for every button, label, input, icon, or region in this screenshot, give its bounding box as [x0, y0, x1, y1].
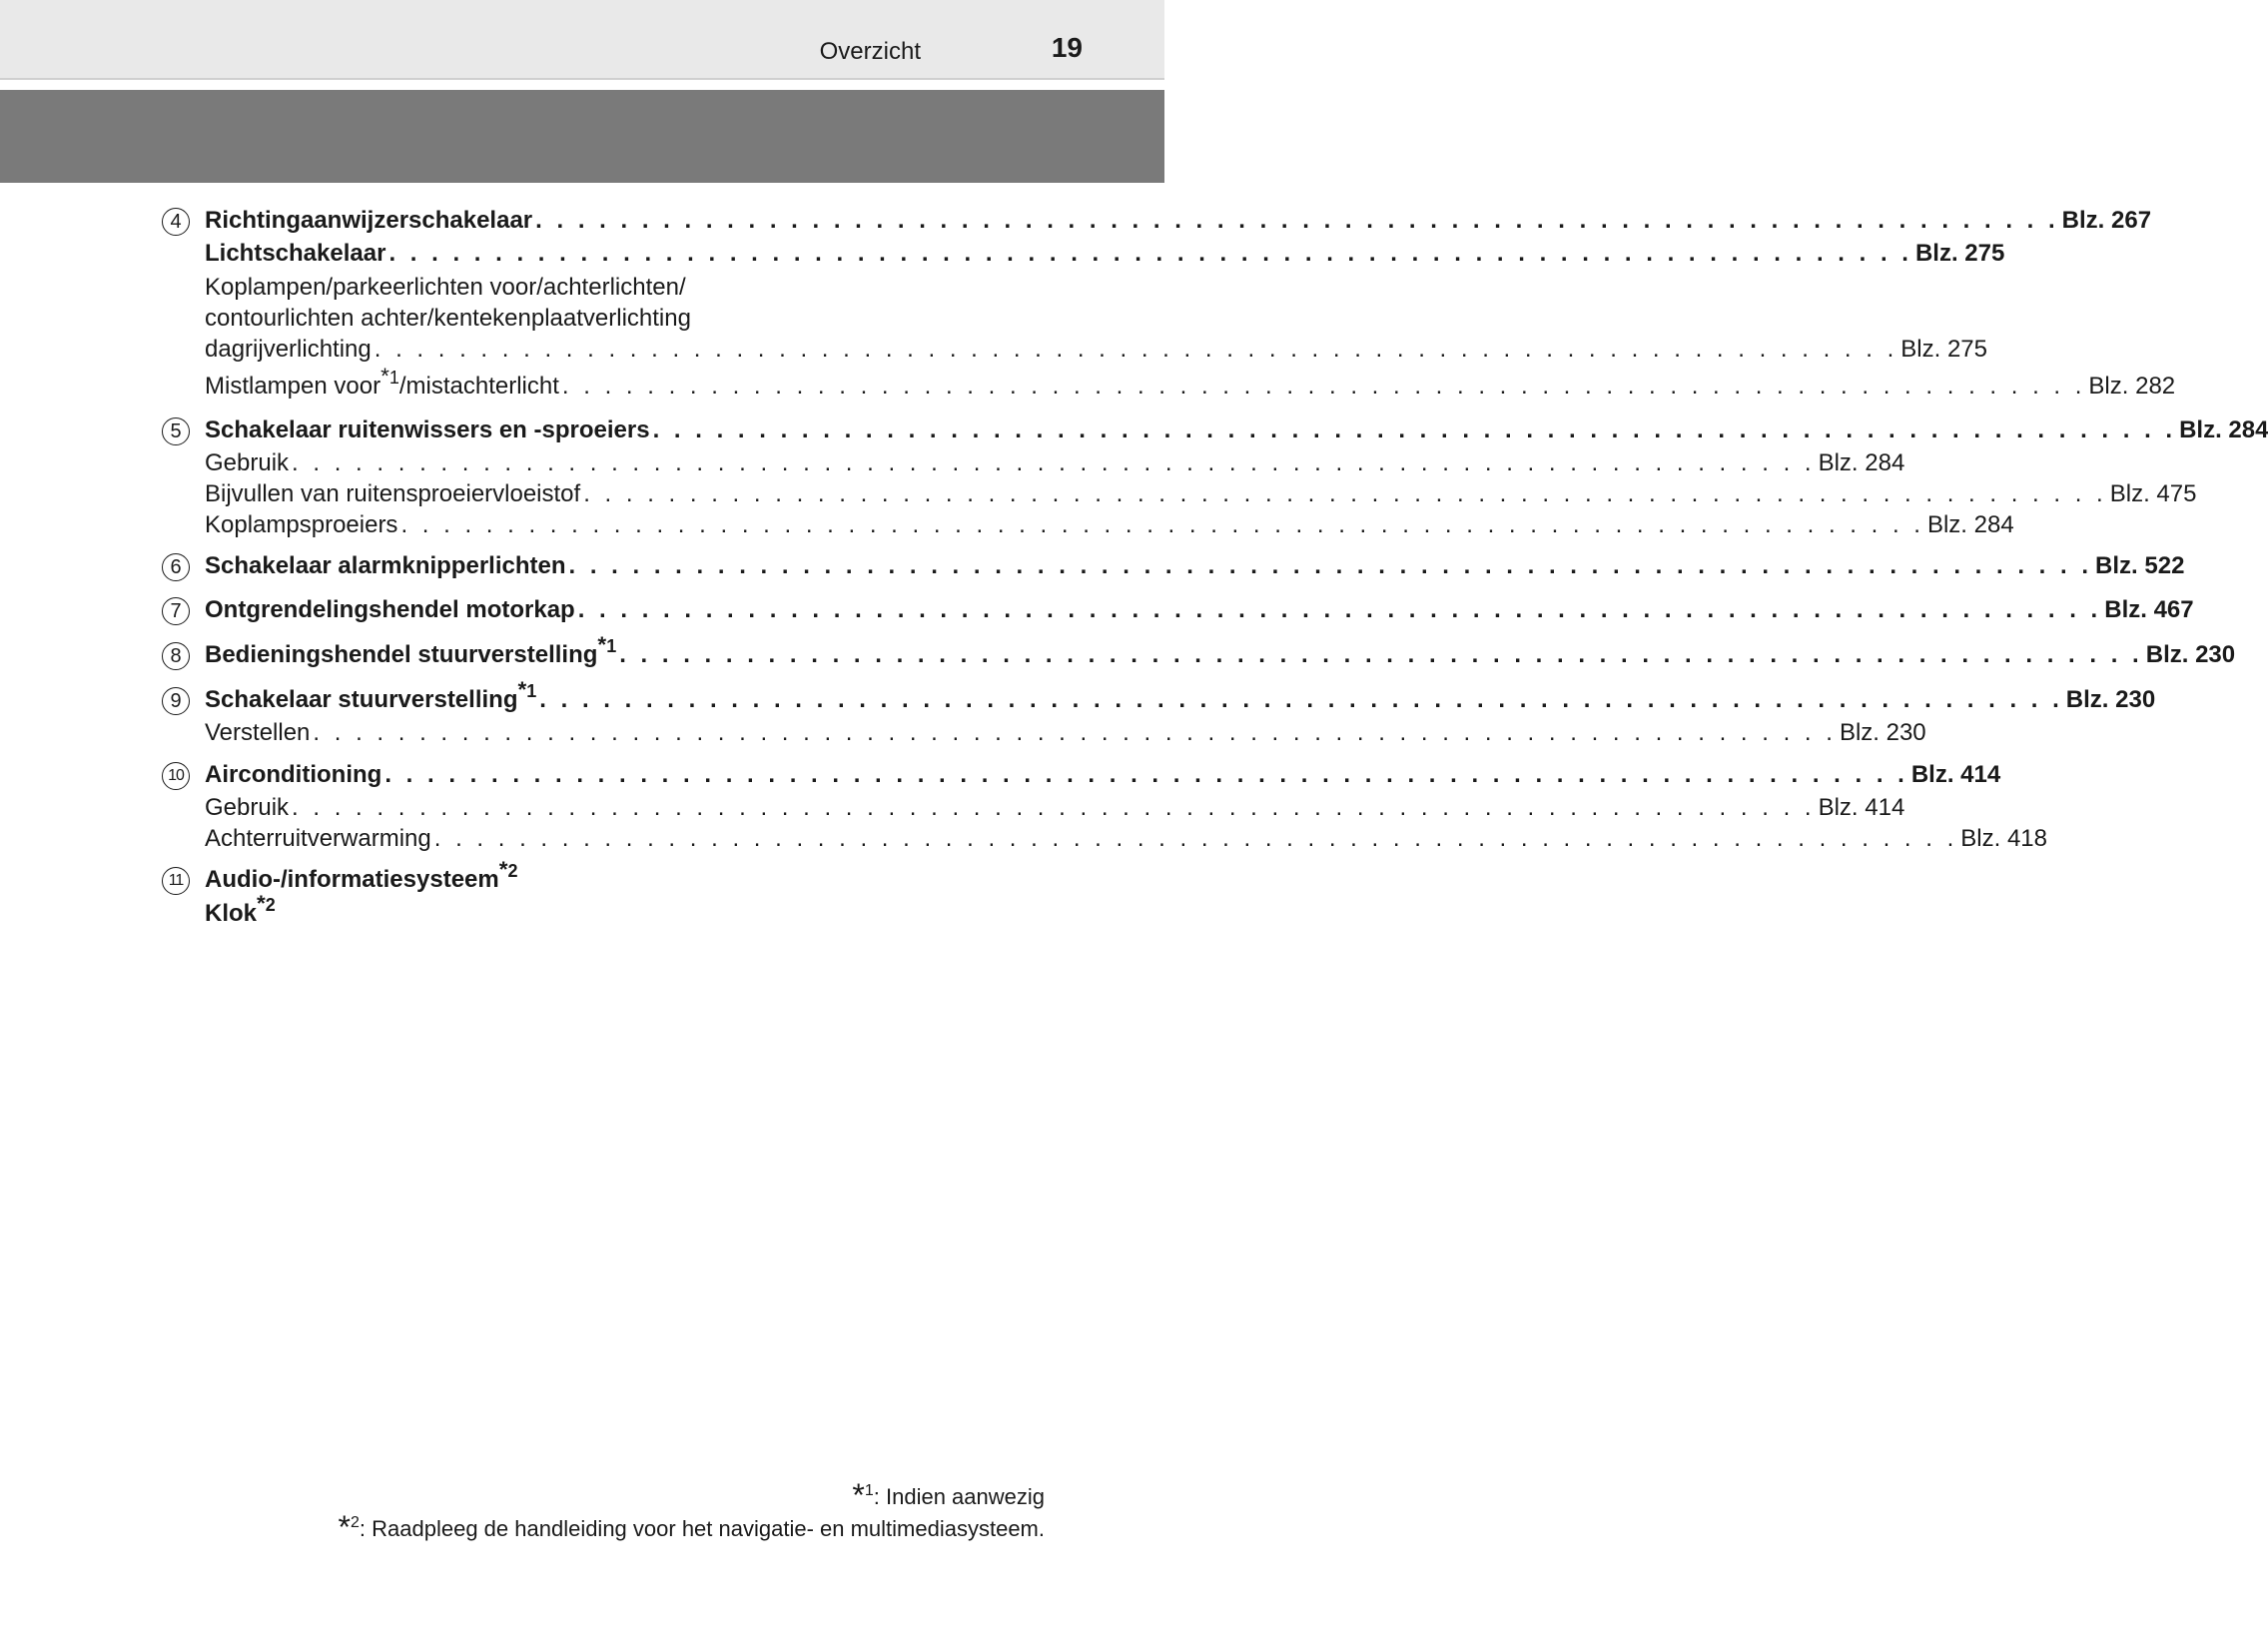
entry-label: contourlichten achter/kentekenplaatverlichting	[205, 305, 691, 332]
dot-leader: . . . . . . . . . . . . . . . . . . . . . . . . . . . . . . . . . . . . . . . . . . . . . . . . . . . . . . . . . . . . . . . . . . . . . . . .	[583, 480, 2107, 507]
page-reference: Blz. 284	[1818, 449, 1905, 476]
item-number-badge: 9	[162, 687, 190, 715]
page-reference: Blz. 284	[1926, 511, 2014, 538]
item-number-badge: 5	[162, 417, 190, 445]
footnote-marker: *2	[498, 857, 518, 883]
page-reference: Blz. 467	[2104, 596, 2194, 623]
entry-label: dagrijverlichting	[205, 336, 372, 363]
item-number-badge: 4	[162, 208, 190, 236]
toc-entry	[205, 206, 2152, 236]
dot-leader: . . . . . . . . . . . . . . . . . . . . . . . . . . . . . . . . . . . . . . . . . . . . . . . . . . . . . . . . . . . . . . . . . . . . . . . .	[292, 794, 1816, 821]
item-number-badge: 10	[162, 762, 190, 790]
section-band	[0, 90, 1164, 183]
toc-entry	[205, 364, 2176, 402]
footnotes	[338, 1477, 1045, 1545]
dot-leader: . . . . . . . . . . . . . . . . . . . . . . . . . . . . . . . . . . . . . . . . . . . . . . . . . . . . . . . . . . . . . . . . . . . . . . . .	[539, 686, 2063, 713]
page-reference: Blz. 282	[2088, 373, 2176, 400]
toc-entry	[205, 632, 2236, 670]
footnote-marker: *1	[597, 632, 617, 658]
footnote-marker: *1	[380, 364, 399, 390]
toc-entry	[205, 239, 2005, 269]
page-reference: Blz. 414	[1910, 761, 2001, 788]
toc-entry	[205, 551, 2185, 581]
toc-entry	[205, 595, 2194, 625]
dot-leader: . . . . . . . . . . . . . . . . . . . . . . . . . . . . . . . . . . . . . . . . . . . . . . . . . . . . . . . . . . . . . . . . . . . . . . . .	[400, 511, 1924, 538]
footnote-1: *$^1$: Indien aanwezig	[852, 1477, 1045, 1513]
entry-label: Airconditioning	[205, 761, 382, 788]
page-number: 19	[1051, 32, 1083, 63]
toc-entry	[205, 760, 2001, 790]
toc-entry	[205, 479, 2197, 509]
entry-label: Richtingaanwijzerschakelaar	[205, 207, 533, 234]
dot-leader: . . . . . . . . . . . . . . . . . . . . . . . . . . . . . . . . . . . . . . . . . . . . . . . . . . . . . . . . . . . . . . . . . . . . . . . .	[374, 336, 1898, 363]
page-reference: Blz. 230	[2065, 686, 2156, 713]
entry-label: Schakelaar ruitenwissers en -sproeiers	[205, 416, 650, 443]
item-number-badge: 7	[162, 597, 190, 625]
item-number-badge: 11	[162, 867, 190, 895]
page-reference: Blz. 522	[2095, 552, 2185, 579]
dot-leader: . . . . . . . . . . . . . . . . . . . . . . . . . . . . . . . . . . . . . . . . . . . . . . . . . . . . . . . . . . . . . . . . . . . . . . . .	[433, 825, 1958, 852]
entry-label: Klok$^{*2}$	[205, 891, 276, 927]
item-number-badge: 6	[162, 553, 190, 581]
toc-entry	[205, 448, 1905, 478]
toc-entry	[205, 510, 2014, 540]
entry-label: Koplampen/parkeerlichten voor/achterlichten/	[205, 274, 686, 301]
page-reference: Blz. 414	[1818, 794, 1905, 821]
footnote-marker: *1	[517, 677, 537, 703]
dot-leader: . . . . . . . . . . . . . . . . . . . . . . . . . . . . . . . . . . . . . . . . . . . . . . . . . . . . . . . . . . . . . . . . . . . . . . . .	[384, 761, 1908, 788]
page-reference: Blz. 267	[2061, 207, 2152, 234]
dot-leader: . . . . . . . . . . . . . . . . . . . . . . . . . . . . . . . . . . . . . . . . . . . . . . . . . . . . . . . . . . . . . . . . . . . . . . . .	[313, 719, 1837, 746]
entry-label: Verstellen	[205, 719, 311, 746]
entry-label: Gebruik	[205, 449, 290, 476]
dot-leader: . . . . . . . . . . . . . . . . . . . . . . . . . . . . . . . . . . . . . . . . . . . . . . . . . . . . . . . . . . . . . . . . . . . . . . . .	[577, 596, 2102, 623]
entry-label: Ontgrendelingshendel motorkap	[205, 596, 575, 623]
dot-leader: . . . . . . . . . . . . . . . . . . . . . . . . . . . . . . . . . . . . . . . . . . . . . . . . . . . . . . . . . . . . . . . . . . . . . . . .	[568, 552, 2093, 579]
entry-label: Schakelaar stuurverstelling$^{*1}$	[205, 677, 537, 713]
header-divider	[0, 78, 1164, 80]
page-reference: Blz. 418	[1960, 825, 2047, 852]
page-reference: Blz. 230	[2145, 641, 2236, 668]
dot-leader: . . . . . . . . . . . . . . . . . . . . . . . . . . . . . . . . . . . . . . . . . . . . . . . . . . . . . . . . . . . . . . . . . . . . . . . .	[652, 416, 2177, 443]
toc-entry	[205, 415, 2268, 445]
entry-label: Audio-/informatiesysteem$^{*2}$	[205, 857, 518, 893]
dot-leader: . . . . . . . . . . . . . . . . . . . . . . . . . . . . . . . . . . . . . . . . . . . . . . . . . . . . . . . . . . . . . . . . . . . . . . . .	[388, 240, 1912, 267]
entry-label: Bijvullen van ruitensproeiervloeistof	[205, 480, 581, 507]
entry-label: Koplampsproeiers	[205, 511, 398, 538]
page-reference: Blz. 230	[1839, 719, 1926, 746]
entry-label: Mistlampen voor$^{*1}$/mistachterlicht	[205, 364, 559, 400]
dot-leader: . . . . . . . . . . . . . . . . . . . . . . . . . . . . . . . . . . . . . . . . . . . . . . . . . . . . . . . . . . . . . . . . . . . . . . . .	[561, 373, 2086, 400]
entry-label: Gebruik	[205, 794, 290, 821]
section-title: Overzicht	[819, 38, 921, 65]
item-number-badge: 8	[162, 642, 190, 670]
entry-label: Lichtschakelaar	[205, 240, 386, 267]
entry-label: Bedieningshendel stuurverstelling$^{*1}$	[205, 632, 617, 668]
header-bar	[0, 0, 1164, 78]
dot-leader: . . . . . . . . . . . . . . . . . . . . . . . . . . . . . . . . . . . . . . . . . . . . . . . . . . . . . . . . . . . . . . . . . . . . . . . .	[535, 207, 2059, 234]
toc-entry	[205, 677, 2156, 715]
footnote-2: *$^2$: Raadpleeg de handleiding voor het navigatie- en multimediasysteem.	[338, 1509, 1045, 1545]
page-reference: Blz. 275	[1900, 336, 1987, 363]
page-reference: Blz. 284	[2179, 416, 2268, 443]
dot-leader: . . . . . . . . . . . . . . . . . . . . . . . . . . . . . . . . . . . . . . . . . . . . . . . . . . . . . . . . . . . . . . . . . . . . . . . .	[619, 641, 2143, 668]
toc-entry	[205, 718, 1926, 748]
page-reference: Blz. 475	[2109, 480, 2197, 507]
entry-label: Schakelaar alarmknipperlichten	[205, 552, 566, 579]
toc-entry	[205, 824, 2047, 854]
entry-label: Achterruitverwarming	[205, 825, 431, 852]
footnote-marker: *2	[257, 891, 276, 917]
toc-entry	[205, 793, 1905, 823]
page-reference: Blz. 275	[1914, 240, 2005, 267]
dot-leader: . . . . . . . . . . . . . . . . . . . . . . . . . . . . . . . . . . . . . . . . . . . . . . . . . . . . . . . . . . . . . . . . . . . . . . . .	[292, 449, 1816, 476]
toc-entry	[205, 335, 1987, 365]
